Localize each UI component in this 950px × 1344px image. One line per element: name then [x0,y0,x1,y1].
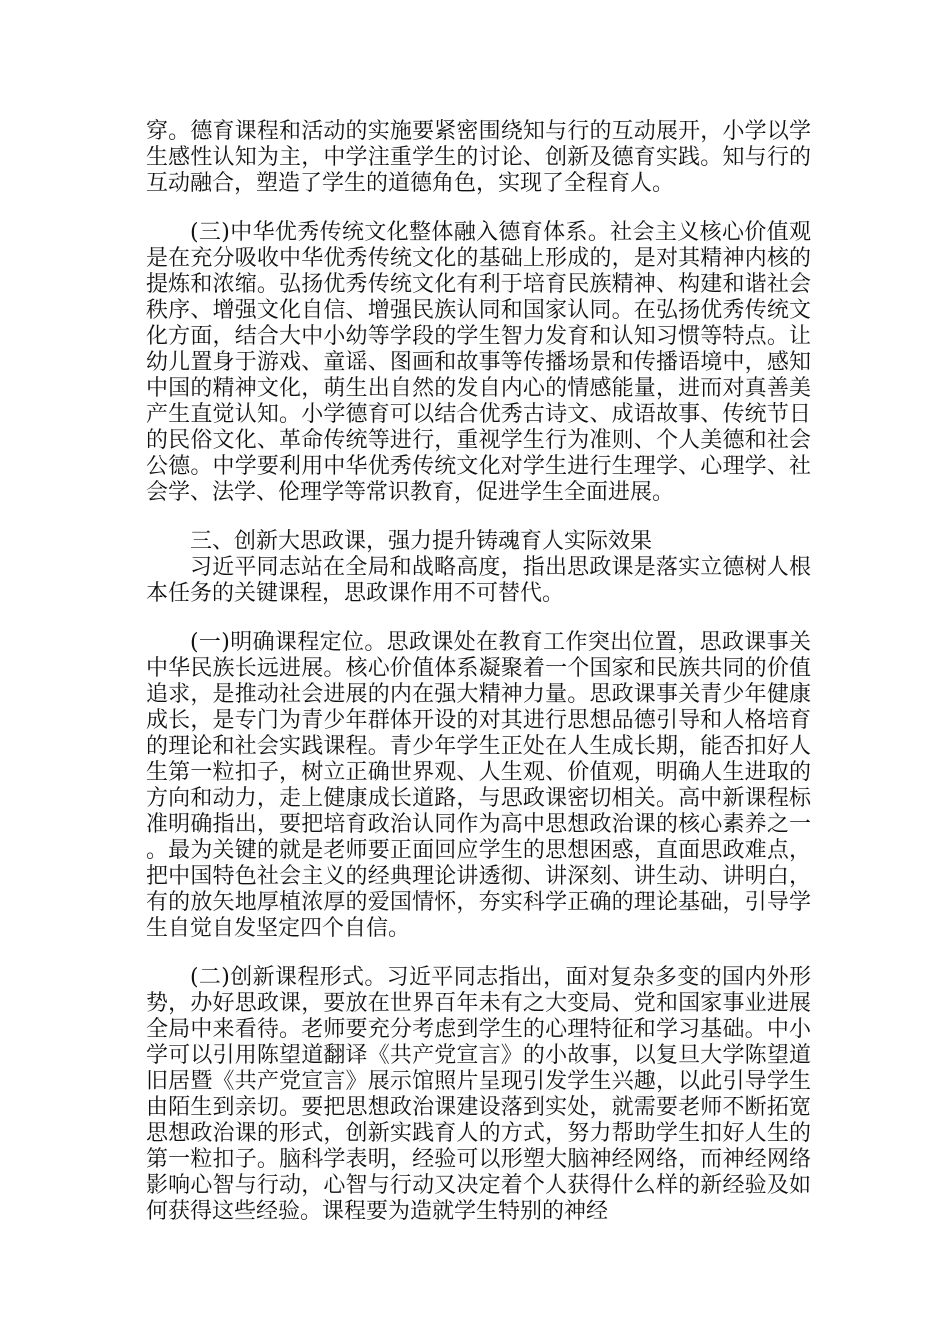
paragraph-course-format: (二)创新课程形式。习近平同志指出，面对复杂多变的国内外形势，办好思政课，要放在世界百年未有之大变局、党和国家事业进展全局中来看待。老师要充分考虑到学生的心理特征和学习基础。中小学可以引用陈望道翻译《共产党宣言》的小故事，以复旦大学陈望道旧居暨《共产党宣言》展示馆照片呈现引发学生兴趣，以此引导学生由陌生到亲切。要把思想政治课建设落到实处，就需要老师不断拓宽思想政治课的形式，创新实践育人的方式，努力帮助学生扣好人生的第一粒扣子。脑科学表明，经验可以形塑大脑神经网络，而神经网络影响心智与行动，心智与行动又决定着个人获得什么样的新经验及如何获得这些经验。课程要为造就学生特别的神经 [146,965,811,1224]
document-page [146,119,811,1225]
paragraph-section-intro: 习近平同志站在全局和战略高度，指出思政课是落实立德树人根本任务的关键课程，思政课作用不可替代。 [146,555,811,606]
section-heading: 三、创新大思政课，强力提升铸魂育人实际效果 [190,529,653,554]
paragraph-course-positioning: (一)明确课程定位。思政课处在教育工作突出位置，思政课事关中华民族长远进展。核心价值体系凝聚着一个国家和民族共同的价值追求，是推动社会进展的内在强大精神力量。思政课事关青少年健康成长，是专门为青少年群体开设的对其进行思想品德引导和人格培育的理论和社会实践课程。青少年学生正处在人生成长期，能否扣好人生第一粒扣子，树立正确世界观、人生观、价值观，明确人生进取的方向和动力，走上健康成长道路，与思政课密切相关。高中新课程标准明确指出，要把培育政治认同作为高中思想政治课的核心素养之一。最为关键的就是老师要正面回应学生的思想困惑，直面思政难点，把中国特色社会主义的经典理论讲透彻、讲深刻、讲生动、讲明白，有的放矢地厚植浓厚的爱国情怀，夯实科学正确的理论基础，引导学生自觉自发坚定四个自信。 [146,630,811,941]
paragraph-traditional-culture: (三)中华优秀传统文化整体融入德育体系。社会主义核心价值观是在充分吸收中华优秀传统文化的基础上形成的，是对其精神内核的提炼和浓缩。弘扬优秀传统文化有利于培育民族精神、构建和谐社会秩序、增强文化自信、增强民族认同和国家认同。在弘扬优秀传统文化方面，结合大中小幼等学段的学生智力发育和认知习惯等特点。让幼儿置身于游戏、童谣、图画和故事等传播场景和传播语境中，感知中国的精神文化，萌生出自然的发自内心的情感能量，进而对真善美产生直觉认知。小学德育可以结合优秀古诗文、成语故事、传统节日的民俗文化、革命传统等进行，重视学生行为准则、个人美德和社会公德。中学要利用中华优秀传统文化对学生进行生理学、心理学、社会学、法学、伦理学等常识教育，促进学生全面进展。 [146,220,811,505]
paragraph-continuation: 穿。德育课程和活动的实施要紧密围绕知与行的互动展开，小学以学生感性认知为主，中学注重学生的讨论、创新及德育实践。知与行的互动融合，塑造了学生的道德角色，实现了全程育人。 [146,119,811,196]
